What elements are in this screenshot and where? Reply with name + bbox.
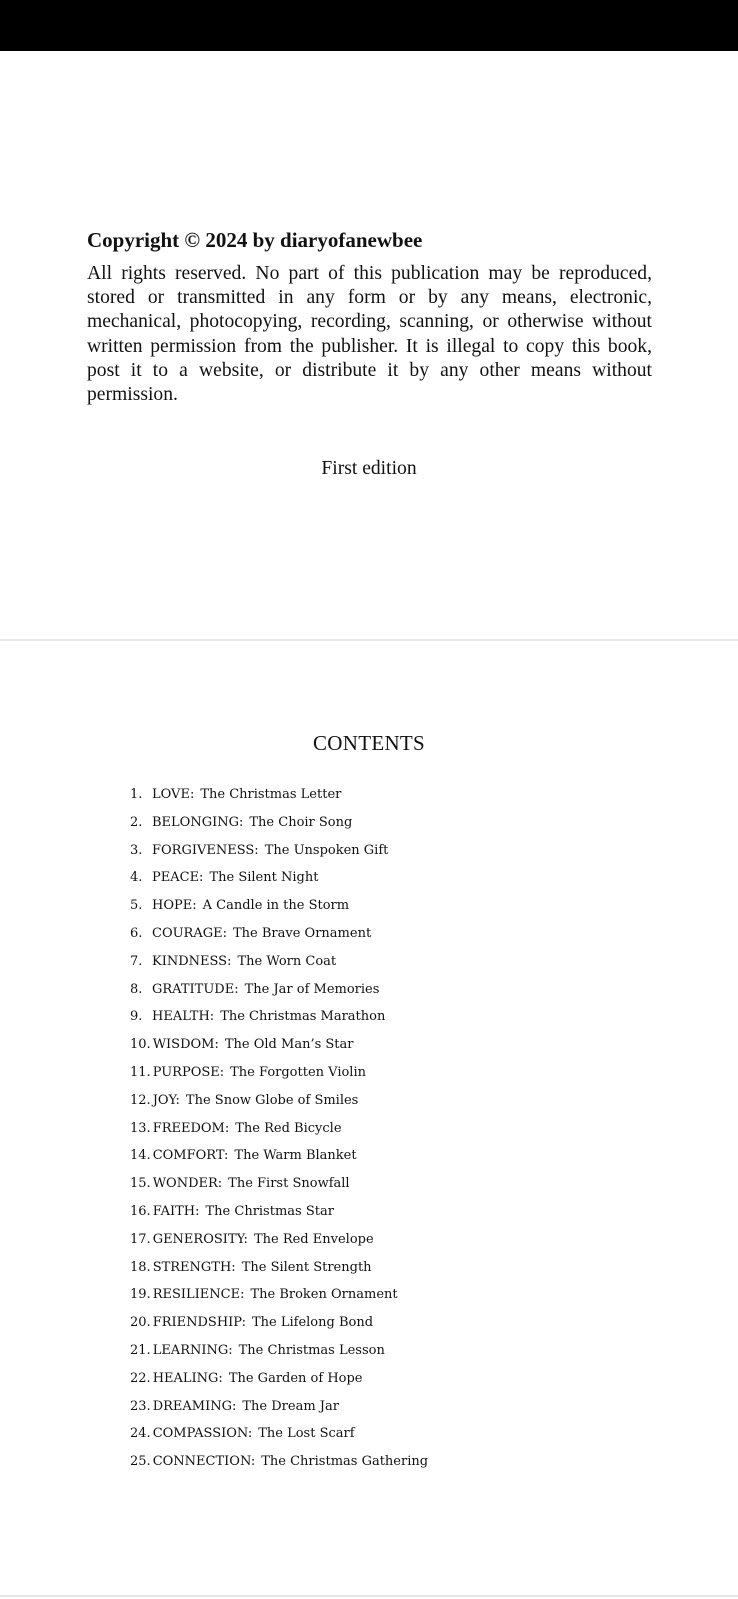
contents-item-theme: BELONGING: [152, 814, 244, 830]
contents-item-theme: KINDNESS: [152, 953, 232, 969]
contents-item[interactable] [130, 1420, 650, 1448]
rights-paragraph: All rights reserved. No part of this publication may be reproduced, stored or transmitted in any form or by any means, electronic, mechanical, photocopying, recording, scanning, or otherwise without written permission from the publisher. It is illegal to copy this book, post it to a website, or distribute it by any other means without permission. [87, 263, 652, 406]
contents-page[interactable] [0, 641, 738, 1595]
contents-item-number: 16. [130, 1203, 151, 1219]
contents-item[interactable] [130, 1170, 650, 1198]
contents-item-story: The Lost Scarf [258, 1426, 355, 1442]
contents-item-theme: LOVE: [152, 787, 195, 802]
contents-item-number: 21. [130, 1342, 151, 1358]
contents-item-number: 9. [130, 1009, 143, 1025]
contents-item-story: The Forgotten Violin [230, 1064, 366, 1080]
contents-item[interactable] [130, 948, 650, 976]
contents-item-story: The Red Envelope [253, 1231, 374, 1247]
contents-item-story: The Snow Globe of Smiles [185, 1092, 359, 1108]
contents-item-number: 10. [130, 1037, 151, 1053]
contents-item-number: 8. [130, 981, 143, 997]
contents-item-theme: GENEROSITY: [152, 1231, 248, 1247]
contents-item-theme: COURAGE: [152, 925, 227, 941]
contents-item-story: The Dream Jar [242, 1398, 339, 1414]
contents-item-story: The Christmas Star [205, 1203, 334, 1219]
contents-item-story: The Broken Ornament [250, 1287, 398, 1303]
contents-item-number: 22. [130, 1370, 151, 1386]
contents-item-story: The Christmas Gathering [261, 1454, 429, 1470]
contents-item-story: The Lifelong Bond [251, 1315, 374, 1331]
contents-item-number: 24. [130, 1426, 151, 1442]
contents-item-story: A Candle in the Storm [202, 898, 350, 914]
contents-item-story: The Silent Strength [241, 1259, 372, 1275]
contents-item[interactable] [130, 1198, 650, 1226]
contents-item-number: 13. [130, 1120, 151, 1136]
contents-item[interactable] [130, 1087, 650, 1115]
contents-item[interactable] [130, 1115, 650, 1143]
contents-item[interactable] [130, 1393, 650, 1421]
copyright-heading: Copyright © 2024 by diaryofanewbee [87, 228, 423, 252]
contents-item-theme: RESILIENCE: [152, 1287, 245, 1303]
contents-item-number: 11. [130, 1064, 151, 1080]
contents-item-theme: COMPASSION: [152, 1426, 253, 1442]
contents-item-number: 3. [130, 842, 143, 858]
contents-item-story: The Old Man’s Star [224, 1037, 354, 1053]
contents-item-theme: PEACE: [152, 870, 204, 886]
contents-item-number: 15. [130, 1176, 151, 1192]
contents-item[interactable] [130, 809, 650, 837]
contents-item-story: The Christmas Marathon [220, 1009, 386, 1025]
contents-item-story: The Jar of Memories [244, 981, 380, 997]
contents-item[interactable] [130, 1337, 650, 1365]
contents-item[interactable] [130, 892, 650, 920]
contents-item-story: The Red Bicycle [235, 1120, 342, 1136]
contents-item-theme: FAITH: [152, 1203, 200, 1219]
contents-item[interactable] [130, 1142, 650, 1170]
contents-item-theme: WISDOM: [152, 1037, 219, 1053]
contents-item-theme: PURPOSE: [152, 1064, 225, 1080]
contents-item[interactable] [130, 1309, 650, 1337]
contents-item-story: The Garden of Hope [228, 1370, 363, 1386]
contents-item-number: 1. [130, 787, 143, 802]
copyright-page[interactable] [0, 51, 738, 639]
contents-item[interactable] [130, 920, 650, 948]
contents-item-theme: HEALING: [152, 1370, 223, 1386]
contents-title: CONTENTS [312, 731, 426, 755]
contents-item-theme: LEARNING: [152, 1342, 233, 1358]
contents-item-number: 25. [130, 1454, 151, 1470]
page-separator-bottom [0, 1595, 738, 1597]
contents-item-theme: HOPE: [152, 898, 197, 914]
contents-item[interactable] [130, 1365, 650, 1393]
contents-item[interactable] [130, 1031, 650, 1059]
contents-item-theme: COMFORT: [152, 1148, 229, 1164]
contents-item-story: The Silent Night [209, 870, 319, 886]
contents-item-number: 19. [130, 1287, 151, 1303]
contents-item[interactable] [130, 837, 650, 865]
contents-item-theme: FREEDOM: [152, 1120, 230, 1136]
contents-item-number: 2. [130, 814, 143, 830]
contents-item[interactable] [130, 1254, 650, 1282]
contents-item-theme: FRIENDSHIP: [152, 1315, 246, 1331]
contents-item-theme: DREAMING: [152, 1398, 237, 1414]
contents-item-number: 12. [130, 1092, 151, 1108]
contents-item[interactable] [130, 864, 650, 892]
contents-item[interactable] [130, 976, 650, 1004]
contents-item-number: 14. [130, 1148, 151, 1164]
contents-item[interactable] [130, 1059, 650, 1087]
contents-item-theme: CONNECTION: [152, 1454, 256, 1470]
contents-item-number: 5. [130, 898, 143, 914]
contents-list [130, 781, 650, 1476]
contents-item-theme: HEALTH: [152, 1009, 215, 1025]
contents-item-story: The Choir Song [249, 814, 353, 830]
contents-item-number: 17. [130, 1231, 151, 1247]
contents-item[interactable] [130, 1003, 650, 1031]
contents-item[interactable] [130, 781, 650, 809]
contents-item-number: 23. [130, 1398, 151, 1414]
contents-item-theme: WONDER: [152, 1176, 223, 1192]
contents-item-theme: STRENGTH: [152, 1259, 236, 1275]
contents-item-theme: FORGIVENESS: [152, 842, 259, 858]
contents-item-story: The Unspoken Gift [264, 842, 389, 858]
edition-label: First edition [321, 458, 417, 479]
contents-item-story: The Christmas Letter [200, 787, 342, 802]
contents-item-number: 20. [130, 1315, 151, 1331]
contents-item-story: The Worn Coat [237, 953, 337, 969]
status-bar [0, 0, 738, 51]
contents-item-theme: JOY: [152, 1092, 180, 1108]
contents-item-story: The Brave Ornament [233, 925, 372, 941]
contents-item-story: The First Snowfall [228, 1176, 350, 1192]
contents-item-number: 18. [130, 1259, 151, 1275]
contents-item-theme: GRATITUDE: [152, 981, 239, 997]
contents-item-number: 7. [130, 953, 143, 969]
contents-item-number: 6. [130, 925, 143, 941]
contents-item-number: 4. [130, 870, 143, 886]
contents-item-story: The Warm Blanket [234, 1148, 357, 1164]
contents-item-story: The Christmas Lesson [238, 1342, 385, 1358]
contents-item[interactable] [130, 1281, 650, 1309]
contents-item[interactable] [130, 1226, 650, 1254]
contents-item[interactable] [130, 1448, 650, 1476]
